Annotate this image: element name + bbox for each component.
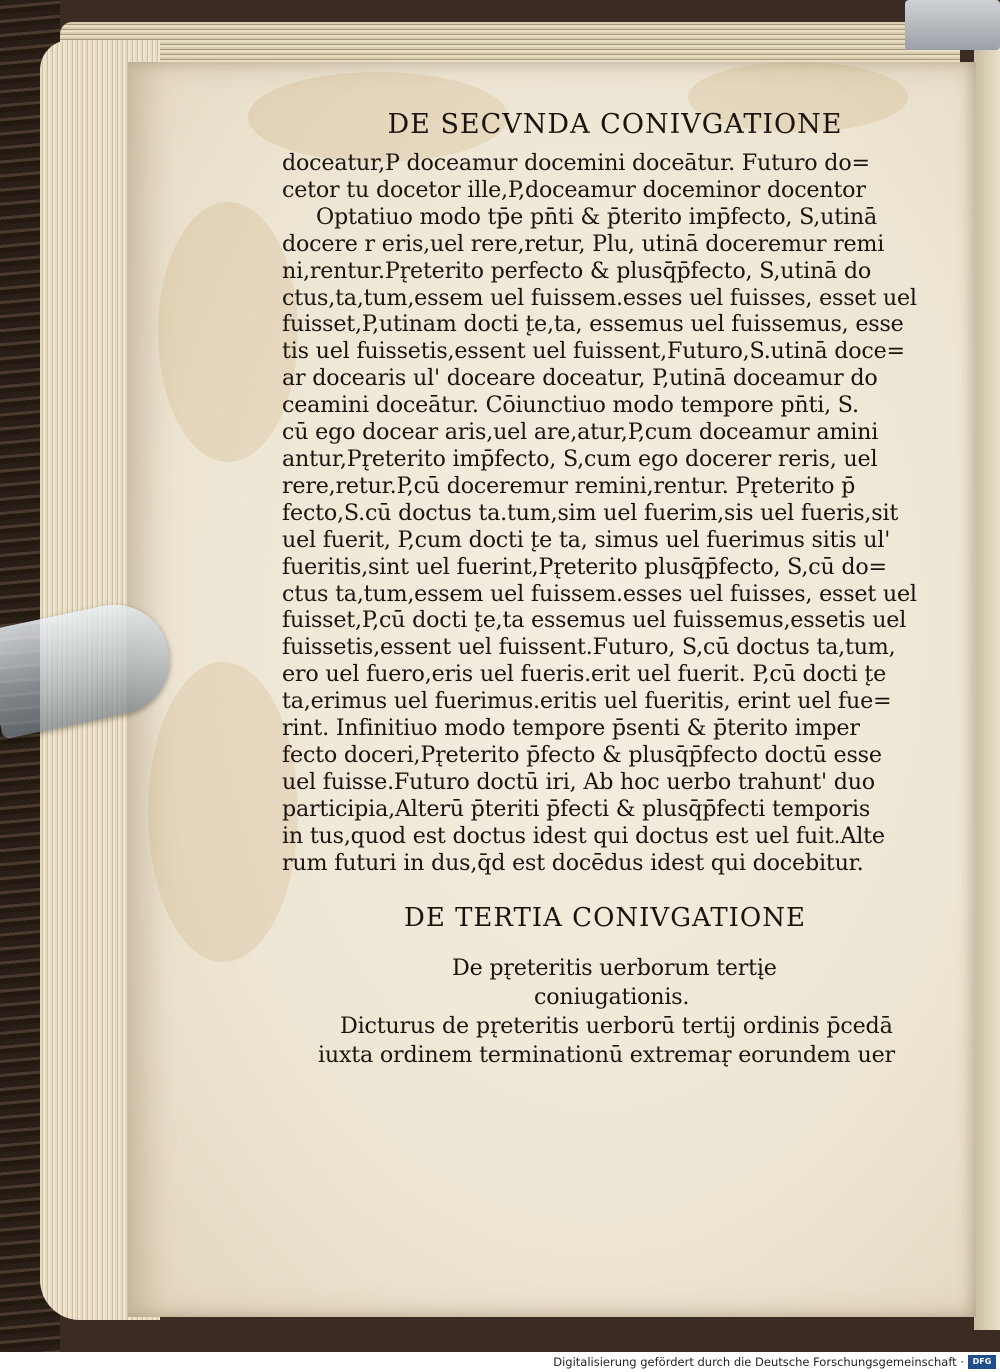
text-line: ta,erimus uel fuerimus.eritis uel fueritis, erint uel fue=: [282, 688, 892, 715]
text-line: antur,Pr̨eterito imp̄fecto, S,cum ego docerer reris, uel: [282, 445, 878, 472]
text-line: Optatiuo modo tp̄e pn̄ti & p̄terito imp̄fecto, S,utinā: [316, 203, 877, 230]
text-line: cetor tu docetor ille,P,doceamur doceminor docentor: [282, 176, 866, 203]
text-line: doceatur,P doceamur docemini doceātur. Futuro do=: [282, 150, 870, 176]
text-line: tis uel fuissetis,essent uel fuissent,Futuro,S.utinā doce=: [282, 338, 905, 365]
facing-page-edge: [974, 30, 1000, 1330]
text-line: fuisset,P,utinam docti t̨e,ta, essemus uel fuissemus, esse: [282, 311, 904, 338]
text-line: ctus,ta,tum,essem uel fuissem.esses uel fuisses, esset uel: [282, 284, 917, 311]
running-head: DE SECVNDA CONIVGATIONE: [387, 109, 843, 140]
text-line: fuissetis,essent uel fuissent.Futuro, S,cū doctus ta,tum,: [282, 634, 896, 661]
text-line: ceamini doceātur. Cōiunctiuo modo tempore pn̄ti, S.: [282, 392, 859, 419]
text-line: uel fuerit, P,cum docti t̨e ta, simus uel fuerimus sitis ul': [282, 526, 891, 553]
text-line: fuisset,P,cū docti t̨e,ta essemus uel fuissemus,essetis uel: [282, 607, 907, 634]
page-stain: [158, 202, 298, 462]
text-line: fueritis,sint uel fuerint,Pr̨eterito plusq̄p̄fecto, S,cū do=: [282, 553, 887, 580]
text-line: ctus ta,tum,essem uel fuissem.esses uel fuisses, esset uel: [282, 580, 917, 607]
footer-credit: Digitalisierung gefördert durch die Deutsche Forschungsgemeinschaft ·: [553, 1355, 964, 1369]
text-line: Dicturus de pr̨eteritis uerborū tertij ordinis p̄cedā: [340, 1013, 893, 1040]
page-stain: [148, 662, 298, 962]
text-line: iuxta ordinem terminationū extremar̨ eorundem uer: [318, 1042, 895, 1069]
text-line: in tus,quod est doctus idest qui doctus est uel fuit.Alte: [282, 822, 885, 849]
section-title-line: De pr̨eteritis uerborum tertįe: [452, 955, 777, 982]
body-text: [282, 150, 917, 876]
text-line: rum futuri in dus,q̄d est docēdus idest qui docebitur.: [282, 849, 864, 876]
text-line: cū ego docear aris,uel are,atur,P,cum doceamur amini: [282, 419, 879, 446]
text-line: ar docearis ul' doceare doceatur, P,utinā doceamur do: [282, 365, 878, 392]
text-line: ni,rentur.Pr̨eterito perfecto & plusq̄p̄fecto, S,utinā do: [282, 257, 872, 284]
text-line: fecto doceri,Pr̨eterito p̄fecto & plusq̄p̄fecto doctū esse: [282, 741, 882, 768]
metal-clip: [905, 0, 1000, 50]
text-line: rint. Infinitiuo modo tempore p̄senti & p̄terito imper: [282, 715, 860, 742]
text-line: fecto,S.cū doctus ta.tum,sim uel fuerim,sis uel fueris,sit: [282, 499, 899, 526]
footer-bar: [0, 1352, 1000, 1372]
text-line: ero uel fuero,eris uel fueris.erit uel fuerit. P,cū docti t̨e: [282, 661, 887, 688]
text-line: participia,Alterū p̄teriti p̄fecti & plusq̄p̄fecti temporis: [282, 795, 871, 822]
printed-text-block: [282, 108, 917, 1070]
dfg-logo: DFG: [968, 1355, 996, 1369]
text-line: docere r eris,uel rere,retur, Plu, utinā doceremur remi: [282, 230, 885, 257]
text-line: uel fuisse.Futuro doctū iri, Ab hoc uerbo trahunt' duo: [282, 768, 875, 795]
section-text: [282, 954, 908, 1070]
text-line: rere,retur.P,cū doceremur remini,rentur. Pr̨eterito p̄: [282, 472, 856, 499]
section-title-line: coniugationis.: [534, 984, 690, 1011]
section-heading: DE TERTIA CONIVGATIONE: [404, 903, 806, 934]
